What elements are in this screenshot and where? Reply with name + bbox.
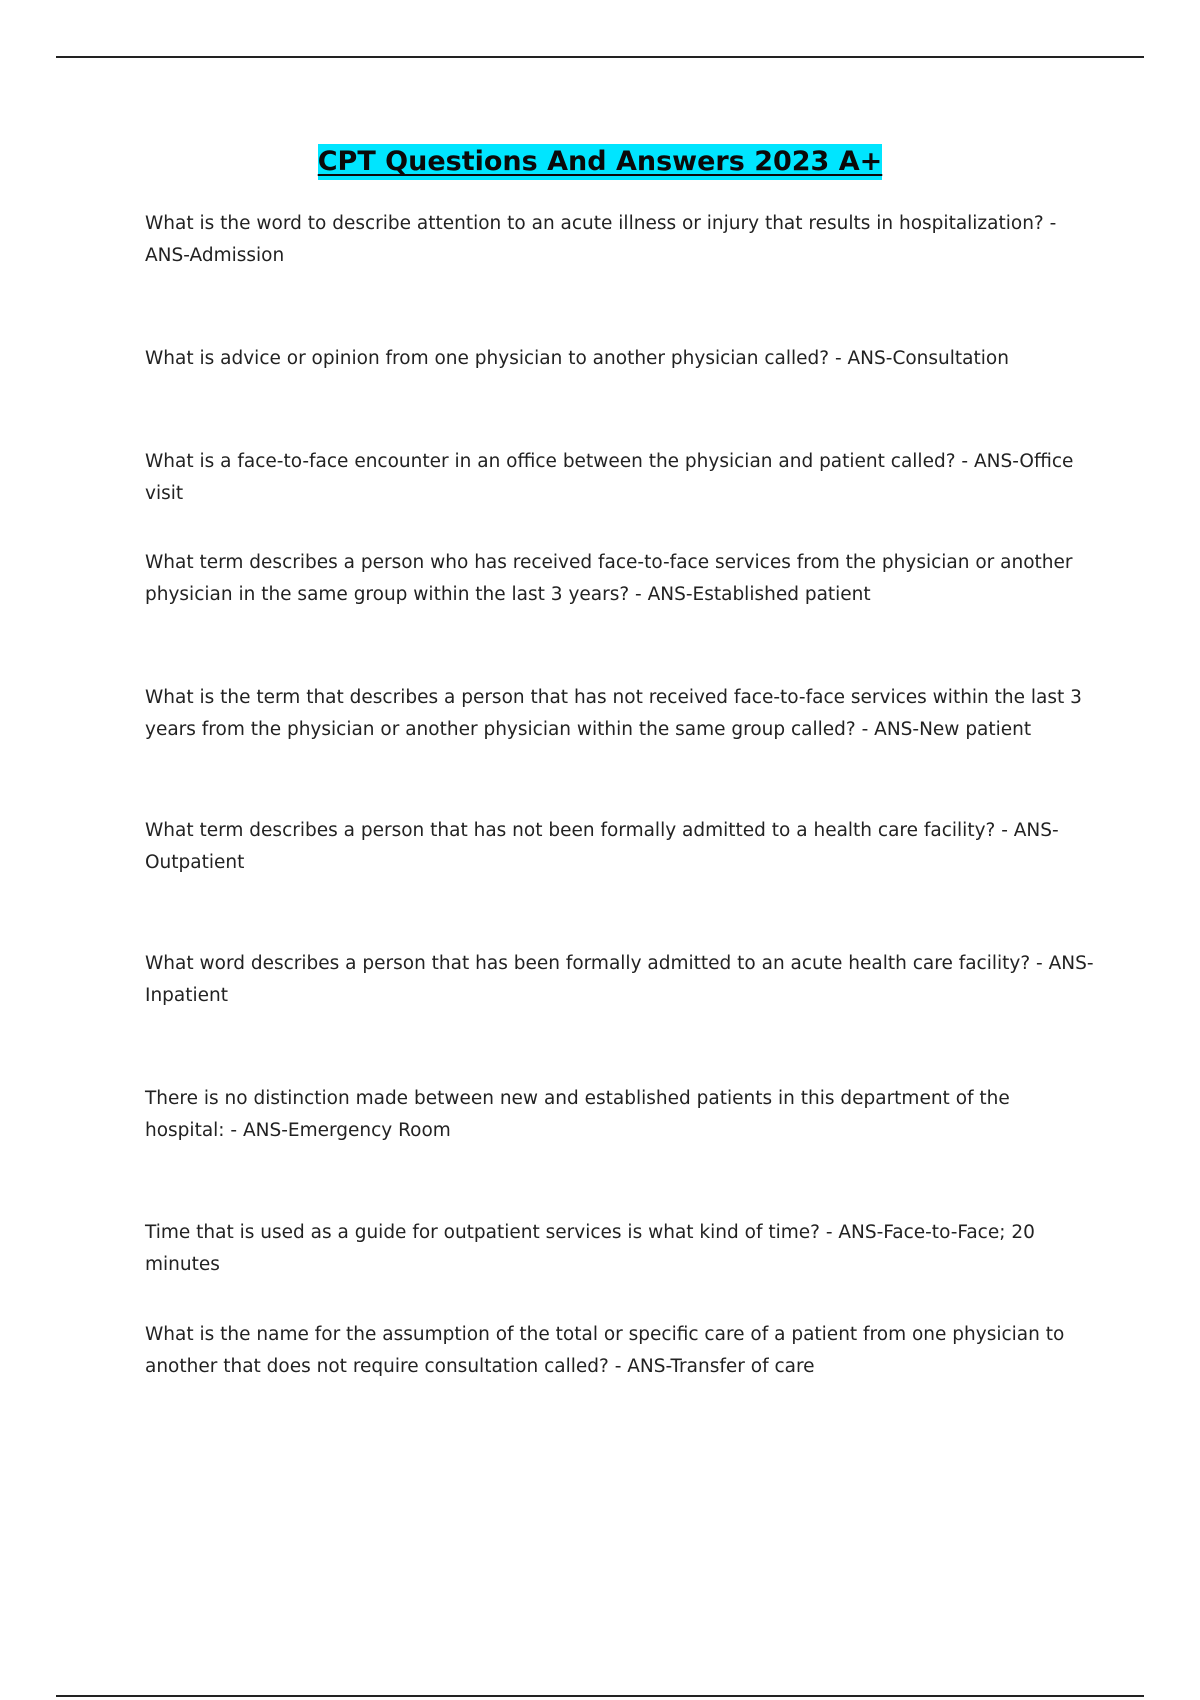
top-rule [56, 56, 1144, 58]
bottom-rule [56, 1695, 1144, 1697]
title-wrap [0, 144, 1200, 180]
qa-item-6: What term describes a person that has not been formally admitted to a health care facility? - ANS-Outpatient [145, 820, 1059, 873]
page-title: CPT Questions And Answers 2023 A+ [318, 144, 883, 180]
qa-item-10: What is the name for the assumption of the total or specific care of a patient from one physician to another that does not require consultation called? - ANS-Transfer of care [145, 1324, 1065, 1377]
qa-item-4: What term describes a person who has received face-to-face services from the physician or another physician in the same group within the last 3 years? - ANS-Established patient [145, 552, 1073, 605]
qa-item-3: What is a face-to-face encounter in an office between the physician and patient called? - ANS-Office visit [145, 451, 1074, 504]
qa-item-7: What word describes a person that has been formally admitted to an acute health care facility? - ANS-Inpatient [145, 953, 1094, 1006]
qa-item-8: There is no distinction made between new and established patients in this department of the hospital: - ANS-Emergency Room [145, 1088, 1010, 1141]
qa-item-2: What is advice or opinion from one physician to another physician called? - ANS-Consultation [145, 348, 1009, 369]
qa-item-9: Time that is used as a guide for outpatient services is what kind of time? - ANS-Face-to-Face; 20 minutes [145, 1222, 1035, 1275]
qa-item-1: What is the word to describe attention to an acute illness or injury that results in hospitalization? - ANS-Admission [145, 213, 1057, 266]
qa-item-5: What is the term that describes a person that has not received face-to-face services within the last 3 years from the physician or another physician within the same group called? - ANS-New patient [145, 687, 1082, 740]
